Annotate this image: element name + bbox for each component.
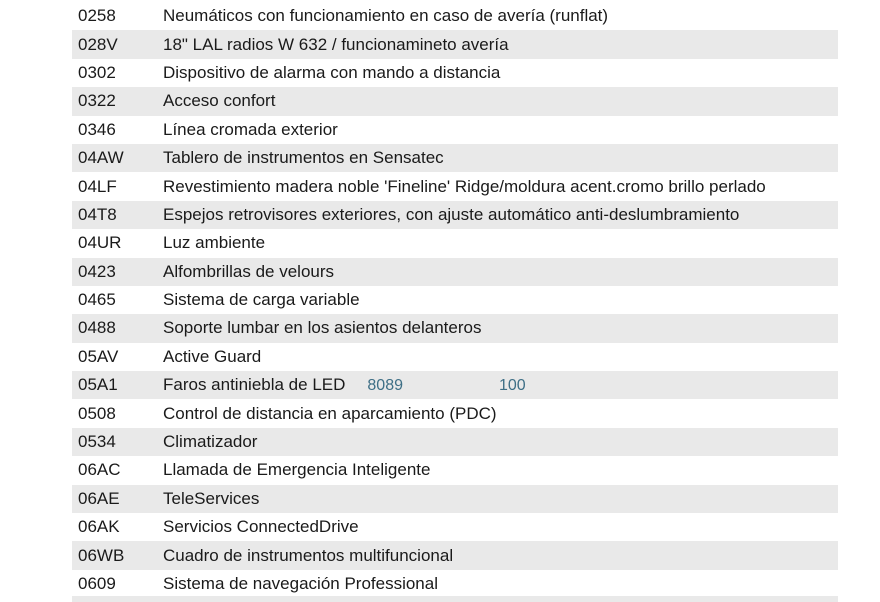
table-row — [72, 343, 838, 371]
table-row — [72, 286, 838, 314]
option-code: 0609 — [78, 574, 116, 593]
option-code: 0465 — [78, 290, 116, 310]
table-row — [72, 116, 838, 144]
table-row — [72, 2, 838, 30]
table-row — [72, 371, 838, 399]
option-code: 04T8 — [78, 204, 117, 224]
option-description: Climatizador — [163, 432, 258, 452]
table-row — [72, 144, 838, 172]
option-code: 0508 — [78, 403, 116, 423]
table-row — [72, 456, 838, 484]
option-code: 04UR — [78, 233, 122, 253]
option-code: 0346 — [78, 119, 116, 139]
table-row — [72, 513, 838, 541]
option-description: Tablero de instrumentos en Sensatec — [163, 148, 444, 168]
option-description: Revestimiento madera noble 'Fineline' Ridge/moldura acent.cromo brillo perlado — [163, 176, 766, 196]
option-code: 06AC — [78, 460, 121, 480]
option-code: 0258 — [78, 6, 116, 26]
option-code: 0302 — [78, 62, 116, 82]
option-code: 05A1 — [78, 375, 118, 395]
table-row — [72, 172, 838, 200]
option-code: 0423 — [78, 261, 116, 281]
table-row — [72, 428, 838, 456]
annotation-number: 8089 — [367, 377, 403, 395]
option-code: 04AW — [78, 148, 124, 168]
option-code: 0488 — [78, 318, 116, 338]
table-row — [72, 541, 838, 569]
option-code: 06AE — [78, 488, 120, 508]
table-row — [72, 87, 838, 115]
option-code: 06WB — [78, 545, 125, 565]
option-description: Luz ambiente — [163, 233, 266, 253]
annotation-number: 100 — [498, 377, 526, 395]
table-row — [72, 201, 838, 229]
option-description: Llamada de Emergencia Inteligente — [163, 460, 431, 480]
option-code: 04LF — [78, 176, 117, 196]
option-code: 06AK — [78, 517, 120, 537]
option-description: 18" LAL radios W 632 / funcionamineto avería — [163, 34, 509, 54]
table-row — [72, 229, 838, 257]
option-description: Soporte lumbar en los asientos delanteros — [163, 318, 482, 338]
option-description: Acceso confort — [163, 91, 276, 111]
option-code: 0534 — [78, 432, 116, 452]
table-row — [72, 485, 838, 513]
option-description: Alfombrillas de velours — [163, 261, 335, 281]
option-description: Servicios ConnectedDrive — [163, 517, 359, 537]
table-row — [72, 570, 838, 598]
table-row — [72, 30, 838, 58]
option-description-text: Faros antiniebla de LED — [163, 375, 346, 395]
table-row — [72, 399, 838, 427]
option-code: 0322 — [78, 91, 116, 111]
option-description — [163, 375, 838, 395]
table-row — [72, 258, 838, 286]
option-description: Sistema de carga variable — [163, 290, 360, 310]
table-row — [72, 314, 838, 342]
option-code: 028V — [78, 34, 118, 54]
option-description: Línea cromada exterior — [163, 119, 338, 139]
table-row-partial — [72, 596, 838, 602]
option-description: Dispositivo de alarma con mando a distancia — [163, 62, 501, 82]
option-code: 05AV — [78, 346, 119, 366]
option-description: Espejos retrovisores exteriores, con ajuste automático anti-deslumbramiento — [163, 204, 740, 224]
option-description: Cuadro de instrumentos multifuncional — [163, 545, 454, 565]
options-table — [72, 2, 838, 598]
table-row — [72, 59, 838, 87]
option-description: Active Guard — [163, 346, 262, 366]
option-description: Control de distancia en aparcamiento (PDC) — [163, 403, 497, 423]
option-description: TeleServices — [163, 488, 260, 508]
option-description: Neumáticos con funcionamiento en caso de avería (runflat) — [163, 6, 609, 26]
option-description: Sistema de navegación Professional — [163, 574, 438, 593]
